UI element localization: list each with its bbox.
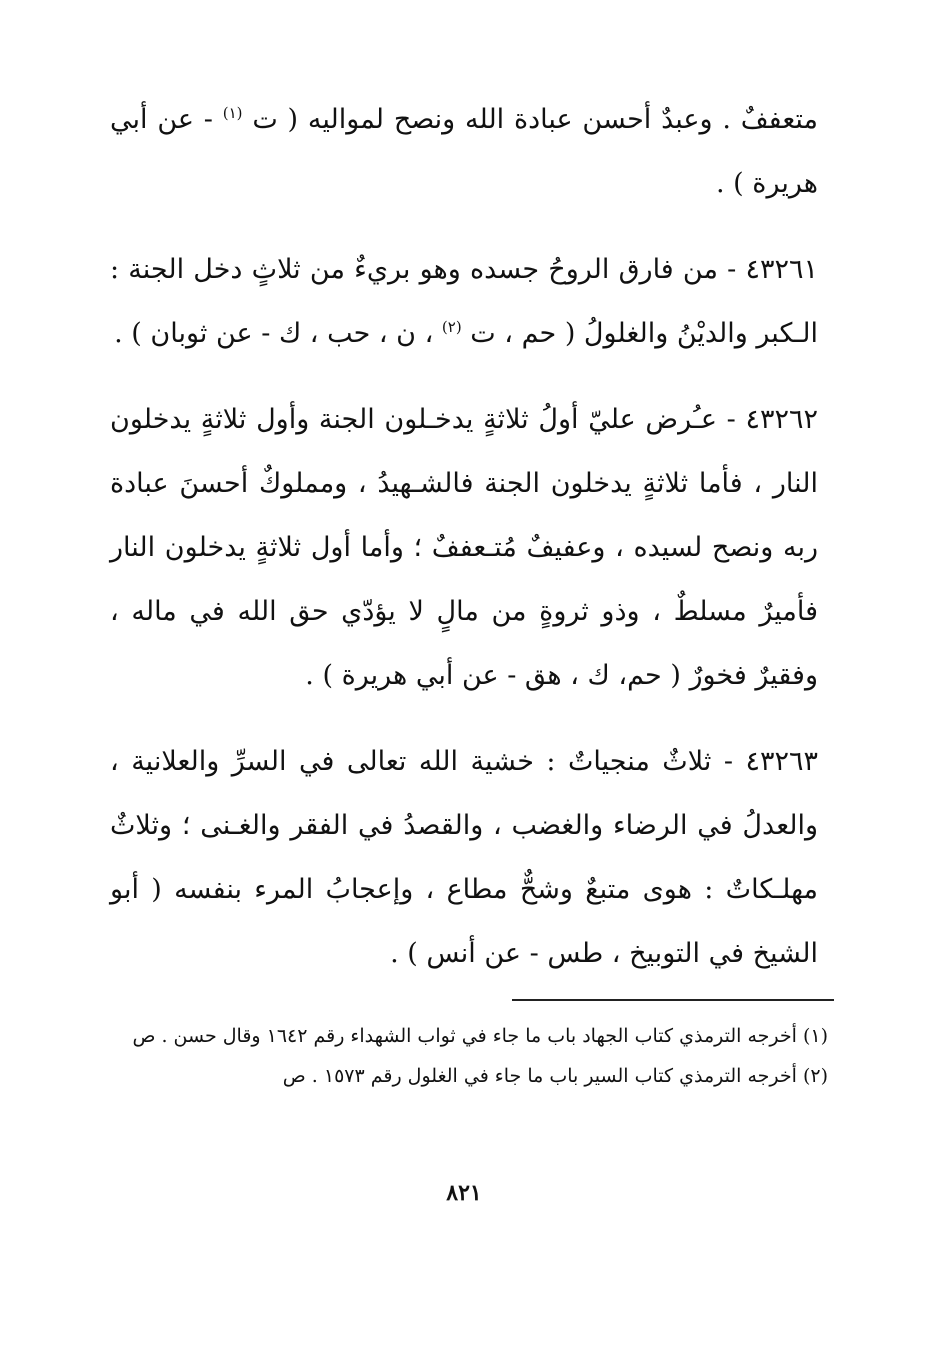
footnote-reference: (١) xyxy=(222,104,243,122)
hadith-number: ٤٣٢٦١ xyxy=(745,254,818,285)
footnote-text: أخرجه الترمذي كتاب الجهاد باب ما جاء في ثواب الشهداء رقم ١٦٤٢ وقال حسن . ص xyxy=(132,1025,797,1047)
hadith-paragraph xyxy=(110,388,818,708)
footnote-divider xyxy=(512,999,834,1001)
footnote-reference: (٢) xyxy=(441,318,462,336)
footnote xyxy=(118,1056,828,1096)
paragraph-text: - عـُرض عليّ أولُ ثلاثةٍ يدخـلون الجنة وأول ثلاثةٍ يدخلون النار ، فأما ثلاثةٍ يدخلون الجنة فالشـهيدُ ، ومملوكٌ أحسنَ عبادة ربه ونصح لسيده ، وعفيفٌ مُتـعففٌ ؛ وأما أول ثلاثةٍ يدخلون النار فأميرٌ مسلطٌ ، وذو ثروةٍ من مالٍ لا يؤدّي حق الله في ماله ، وفقيرٌ فخورٌ ( حم، ك ، هق - عن أبي هريرة ) . xyxy=(110,404,818,691)
hadith-number: ٤٣٢٦٣ xyxy=(745,746,818,777)
paragraph-text-tail: ، ن ، حب ، ك - عن ثوبان ) . xyxy=(114,318,434,349)
hadith-paragraph xyxy=(110,238,818,366)
paragraph-text: متعففٌ . وعبدٌ أحسن عبادة الله ونصح لمواليه ( ت xyxy=(252,104,818,135)
hadith-number: ٤٣٢٦٢ xyxy=(745,404,818,435)
page-number: ٨٢١ xyxy=(446,1180,482,1206)
paragraph-text: - ثلاثٌ منجياتٌ : خشية الله تعالى في السرِّ والعلانية ، والعدلُ في الرضاء والغضب ، والقصدُ في الفقر والغـنى ؛ وثلاثٌ مهلـكاتٌ : هوى متبعٌ وشحٌّ مطاع ، وإعجابُ المرء بنفسه ( أبو الشيخ في التوبيخ ، طس - عن أنس ) . xyxy=(110,746,818,969)
hadith-paragraph xyxy=(110,730,818,986)
footnote xyxy=(118,1016,828,1056)
paragraph-text-tail: - عن أبي هريرة ) . xyxy=(110,104,818,199)
footnote-marker: (٢) xyxy=(802,1065,828,1087)
main-text xyxy=(110,88,818,1008)
footnotes xyxy=(118,1016,828,1096)
footnote-text: أخرجه الترمذي كتاب السير باب ما جاء في الغلول رقم ١٥٧٣ . ص xyxy=(282,1065,797,1087)
footnote-marker: (١) xyxy=(802,1025,828,1047)
paragraph-text: - من فارق الروحُ جسده وهو بريءٌ من ثلاثٍ دخل الجنة : الـكبر والديْنُ والغلولُ ( حم ، ت xyxy=(110,254,818,349)
paragraph-continuation xyxy=(110,88,818,216)
